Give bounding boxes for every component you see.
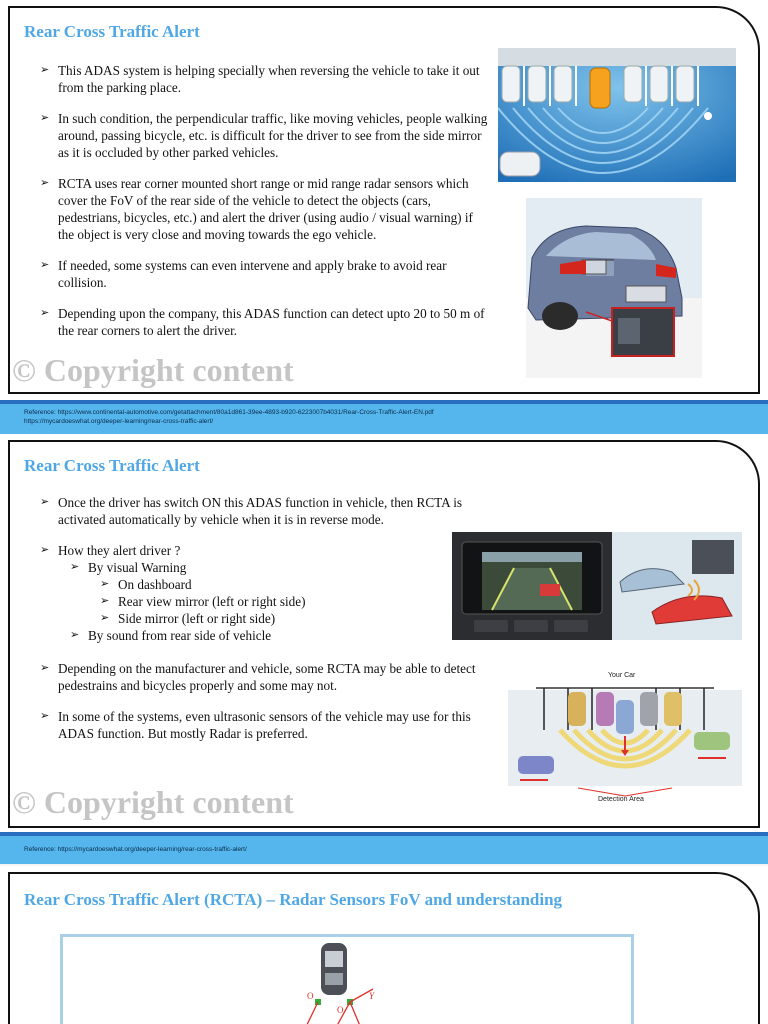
arrow-bullet-icon: ➢ [40, 64, 50, 76]
sub-sub-bullet-item: ➢ Rear view mirror (left or right side) [100, 594, 306, 609]
bullet-item: ➢ In such condition, the perpendicular traffic, like moving vehicles, people walking around, passing bicycle, etc. is difficult for the driver to see from the side mirror as it is occluded by other parked vehicles. [40, 111, 488, 160]
detection-area-diagram [508, 670, 742, 810]
slide-title: Rear Cross Traffic Alert [24, 456, 200, 475]
arrow-bullet-icon: ➢ [100, 595, 110, 607]
bullet-item: ➢ Depending upon the company, this ADAS function can detect upto 20 to 50 m of the rear corners to alert the driver. [40, 306, 485, 338]
detection-area-label: Detection Area [598, 796, 644, 803]
sub-sub-bullet-item: ➢ On dashboard [100, 577, 192, 592]
sub-bullet-item: ➢ By visual Warning [70, 560, 187, 575]
reference-link[interactable]: Reference: https://mycardoeswhat.org/deeper-learning/rear-cross-traffic-alert/ [24, 846, 247, 853]
slide-title: Rear Cross Traffic Alert [24, 22, 200, 41]
fov-axis-label: O [337, 1005, 344, 1015]
reference-link[interactable]: Reference: https://www.continental-automotive.com/getattachment/80a1d861-39ee-4893-b920-6223007b4031/Rear-Cross-Traffic-Alert-EN.pdf [24, 409, 434, 416]
radar-fov-diagram [60, 934, 634, 1024]
copyright-watermark: © Copyright content [12, 352, 294, 388]
arrow-bullet-icon: ➢ [40, 496, 50, 508]
bullet-item: ➢ Once the driver has switch ON this ADAS function in vehicle, then RCTA is activated automatically by vehicle when it is in reverse mode. [40, 495, 463, 527]
bullet-item: ➢ This ADAS system is helping specially when reversing the vehicle to take it out from the parking place. [40, 63, 480, 95]
slide-3 [0, 866, 768, 1024]
copyright-watermark: © Copyright content [12, 784, 294, 820]
arrow-bullet-icon: ➢ [100, 612, 110, 624]
dashboard-warning-image [452, 532, 742, 640]
parking-lot-image [498, 48, 736, 182]
bullet-item: ➢ How they alert driver ? [40, 543, 181, 558]
arrow-bullet-icon: ➢ [70, 629, 80, 641]
reference-bar [0, 400, 768, 434]
car-rear-sensor-image [526, 198, 702, 378]
bullet-list [40, 494, 490, 756]
fov-axis-label: O [307, 991, 314, 1001]
bullet-list [40, 62, 488, 353]
bullet-item: ➢ Depending on the manufacturer and vehicle, some RCTA may be able to detect pedestrains and bicycles properly and some may not. [40, 661, 476, 693]
arrow-bullet-icon: ➢ [40, 112, 50, 124]
arrow-bullet-icon: ➢ [40, 177, 50, 189]
arrow-bullet-icon: ➢ [40, 259, 50, 271]
your-car-label: Your Car [608, 672, 636, 679]
bullet-item: ➢ If needed, some systems can even intervene and apply brake to avoid rear collision. [40, 258, 447, 290]
arrow-bullet-icon: ➢ [70, 561, 80, 573]
reference-link[interactable]: https://mycardoeswhat.org/deeper-learning/rear-cross-traffic-alert/ [24, 418, 214, 425]
slide-2 [0, 434, 768, 834]
arrow-bullet-icon: ➢ [100, 578, 110, 590]
bullet-item: ➢ In some of the systems, even ultrasonic sensors of the vehicle may use for this ADAS function. But mostly Radar is preferred. [40, 709, 471, 741]
slide-title: Rear Cross Traffic Alert (RCTA) – Radar Sensors FoV and understanding [24, 890, 563, 909]
bullet-item: ➢ RCTA uses rear corner mounted short range or mid range radar sensors which cover the FoV of the rear side of the vehicle to detect the objects (cars, pedestrians, bicycles, etc.) and alert the driver (using audio / visual warning) if the object is very close and moving towards the ego vehicle. [40, 176, 473, 242]
fov-axis-label: Y [369, 991, 375, 1001]
arrow-bullet-icon: ➢ [40, 662, 50, 674]
arrow-bullet-icon: ➢ [40, 544, 50, 556]
arrow-bullet-icon: ➢ [40, 307, 50, 319]
slide-1 [0, 0, 768, 400]
arrow-bullet-icon: ➢ [40, 710, 50, 722]
sub-sub-bullet-item: ➢ Side mirror (left or right side) [100, 611, 276, 626]
sub-bullet-item: ➢ By sound from rear side of vehicle [70, 628, 272, 643]
reference-bar [0, 832, 768, 864]
